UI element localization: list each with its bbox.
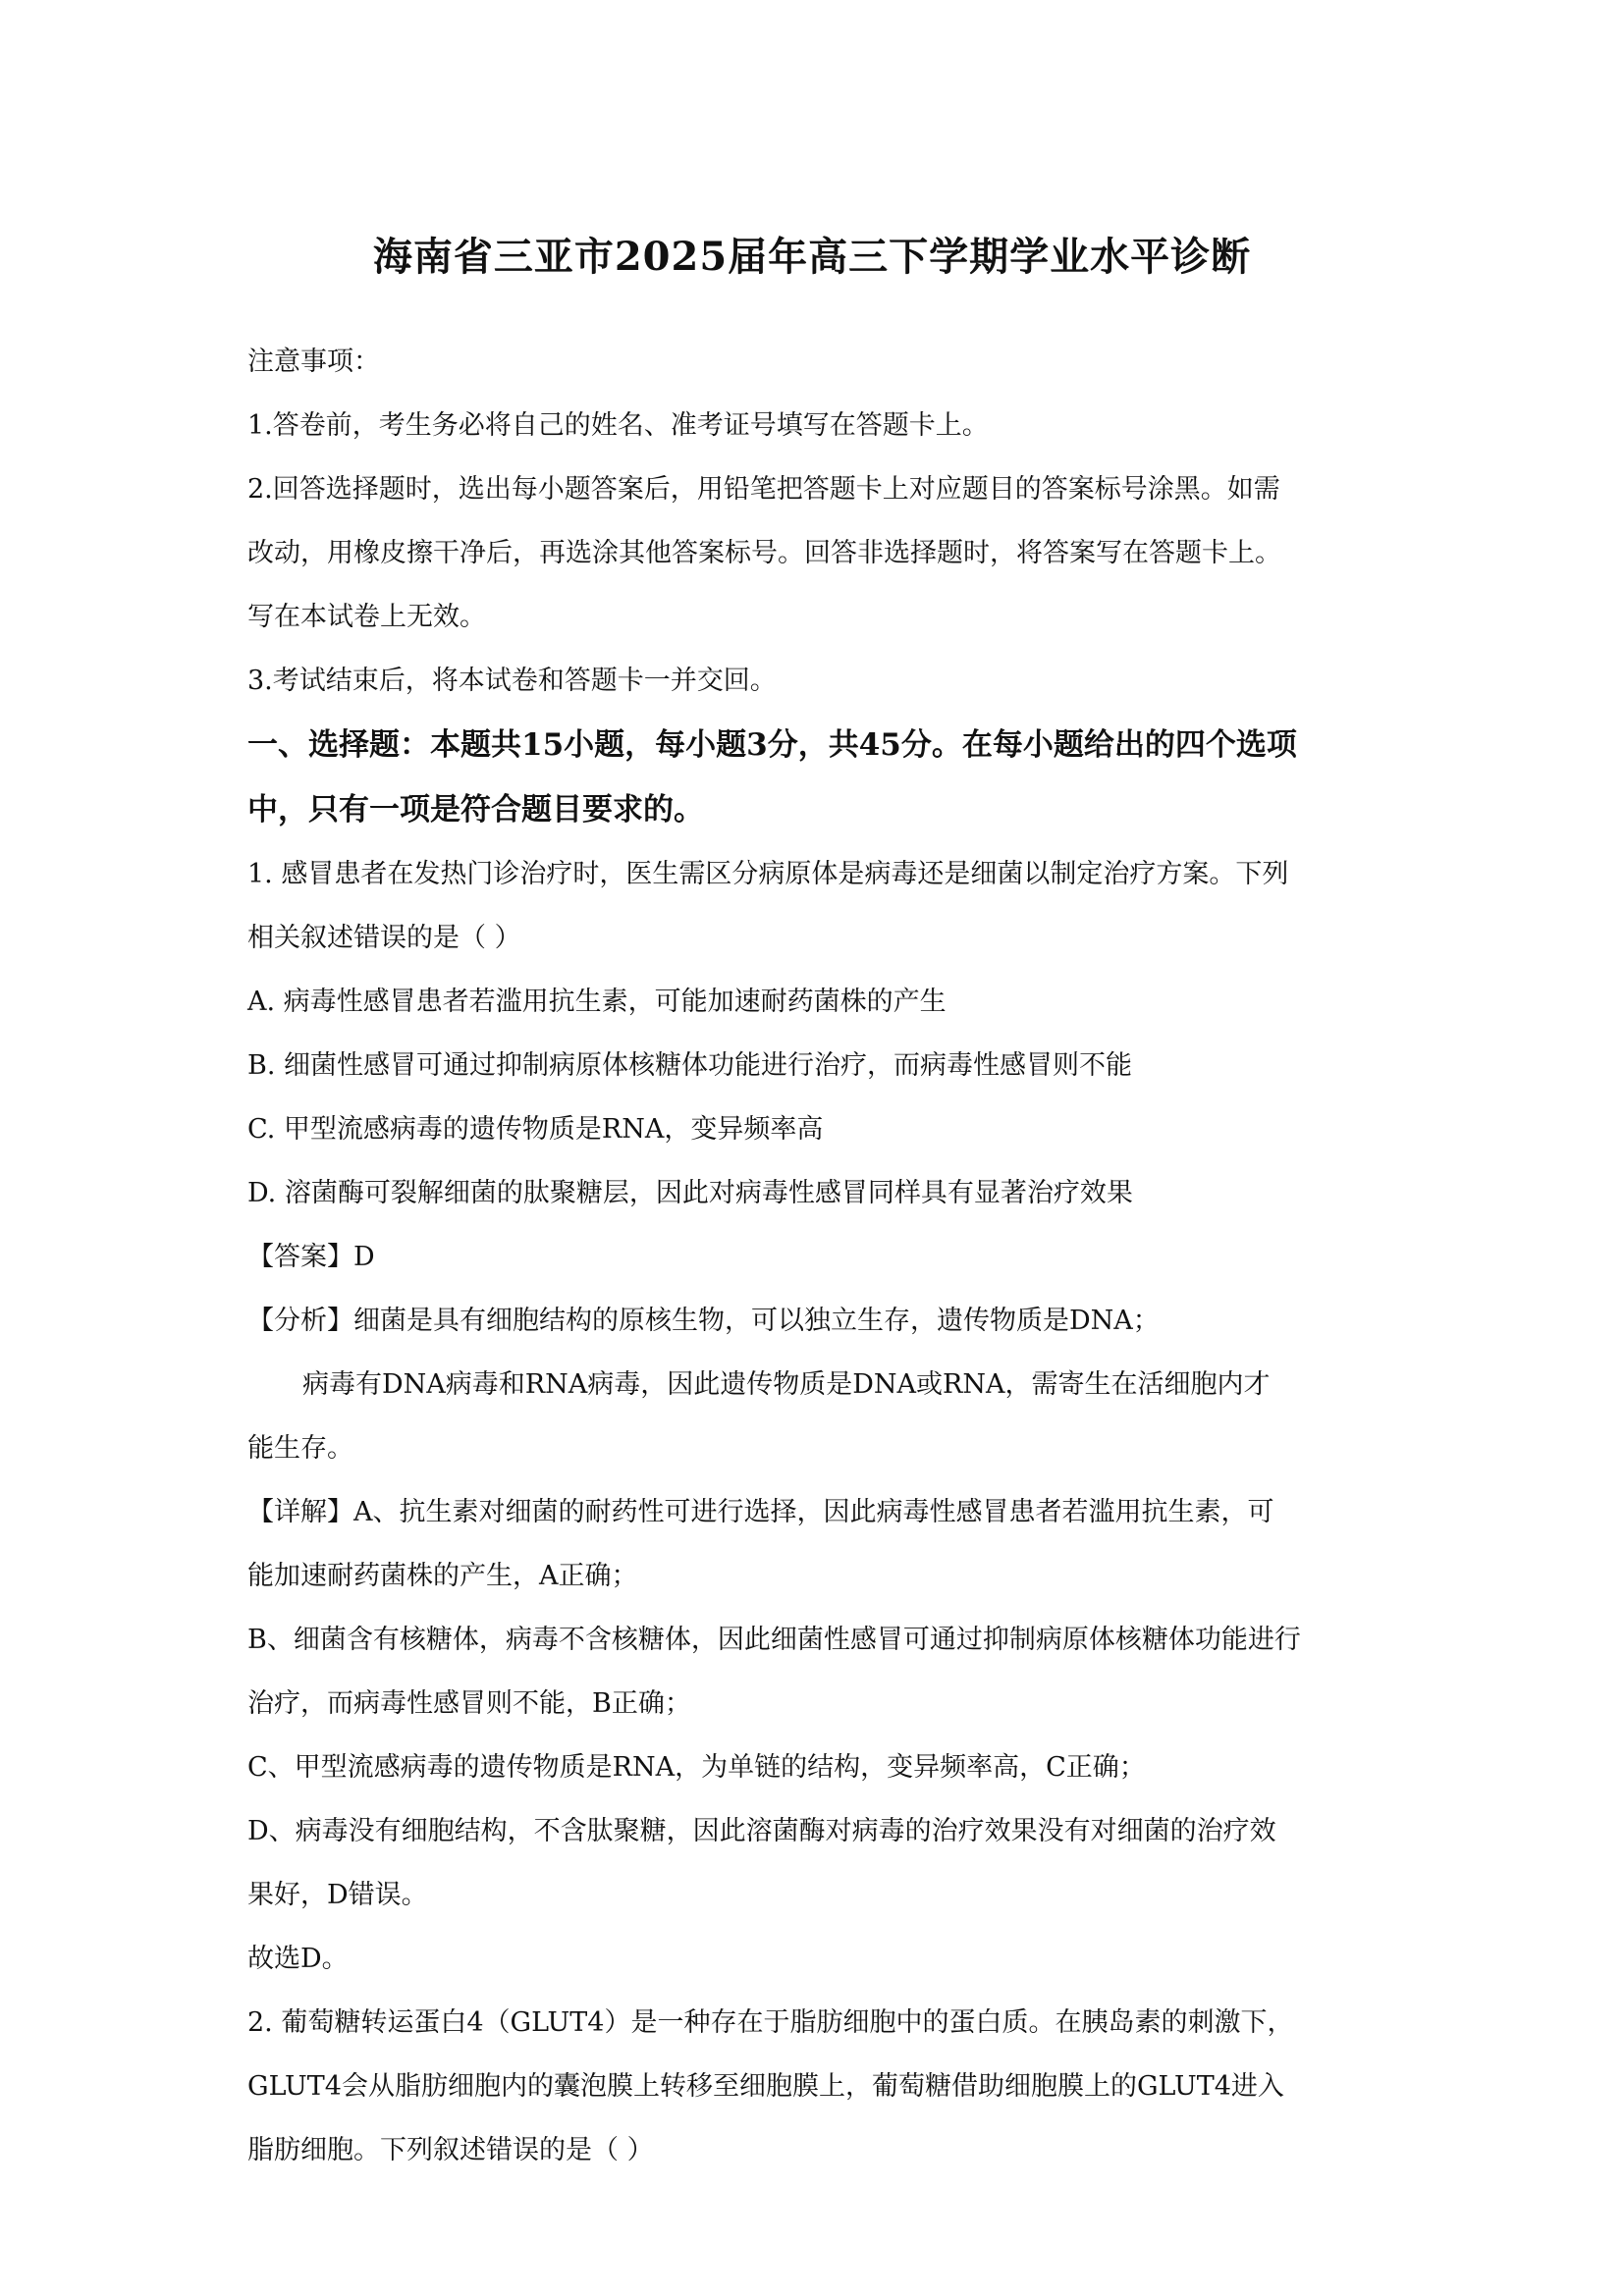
question-1-detail-line-5: C、甲型流感病毒的遗传物质是RNA，为单链的结构，变异频率高，C正确； — [247, 1752, 1146, 1783]
question-1-analysis-line-3: 能生存。 — [247, 1433, 353, 1464]
question-2-stem-line-3: 脂肪细胞。下列叙述错误的是（ ） — [247, 2135, 654, 2165]
section-heading-line-2: 中，只有一项是符合题目要求的。 — [247, 792, 704, 828]
question-1-detail-line-4: 治疗，而病毒性感冒则不能，B正确； — [247, 1688, 691, 1719]
question-1-conclusion: 故选D。 — [247, 1944, 349, 1974]
question-1-option-b: B. 细菌性感冒可通过抑制病原体核糖体功能进行治疗，而病毒性感冒则不能 — [247, 1050, 1133, 1081]
question-1-detail-line-3: B、细菌含有核糖体，病毒不含核糖体，因此细菌性感冒可通过抑制病原体核糖体功能进行 — [247, 1625, 1301, 1655]
question-1-detail-line-2: 能加速耐药菌株的产生，A正确； — [247, 1561, 638, 1591]
question-1-option-a: A. 病毒性感冒患者若滥用抗生素，可能加速耐药菌株的产生 — [247, 987, 947, 1017]
section-heading-line-1: 一、选择题：本题共15小题，每小题3分，共45分。在每小题给出的四个选项 — [247, 727, 1297, 763]
question-1-detail-line-6: D、病毒没有细胞结构，不含肽聚糖，因此溶菌酶对病毒的治疗效果没有对细菌的治疗效 — [247, 1816, 1276, 1846]
notice-item-2-line-2: 改动，用橡皮擦干净后，再选涂其他答案标号。回答非选择题时，将答案写在答题卡上。 — [247, 538, 1281, 568]
question-1 — [247, 842, 1386, 1991]
question-1-option-c: C. 甲型流感病毒的遗传物质是RNA，变异频率高 — [247, 1114, 824, 1145]
notice-item-2-line-1: 2.回答选择题时，选出每小题答案后，用铅笔把答题卡上对应题目的答案标号涂黑。如需 — [247, 474, 1280, 505]
question-1-stem-line-2: 相关叙述错误的是（ ） — [247, 923, 521, 953]
section-heading-choice — [247, 713, 1386, 842]
question-1-detail-line-7: 果好，D错误。 — [247, 1880, 428, 1910]
notice-item-1: 1.答卷前，考生务必将自己的姓名、准考证号填写在答题卡上。 — [247, 410, 989, 441]
question-2-stem-line-2: GLUT4会从脂肪细胞内的囊泡膜上转移至细胞膜上，葡萄糖借助细胞膜上的GLUT4进入 — [247, 2071, 1284, 2102]
notice-heading: 注意事项： — [247, 347, 380, 377]
question-1-answer: 【答案】D — [247, 1242, 375, 1272]
notice-section — [247, 330, 1386, 713]
question-1-stem-line-1: 1. 感冒患者在发热门诊治疗时，医生需区分病原体是病毒还是细菌以制定治疗方案。下列 — [247, 859, 1289, 889]
notice-item-2-line-3: 写在本试卷上无效。 — [247, 602, 486, 632]
question-2-stem-line-1: 2. 葡萄糖转运蛋白4（GLUT4）是一种存在于脂肪细胞中的蛋白质。在胰岛素的刺激下， — [247, 2007, 1294, 2038]
notice-item-3: 3.考试结束后，将本试卷和答题卡一并交回。 — [247, 666, 777, 696]
document-title: 海南省三亚市2025届年高三下学期学业水平诊断 — [372, 234, 1252, 280]
question-1-detail-line-1: 【详解】A、抗生素对细菌的耐药性可进行选择，因此病毒性感冒患者若滥用抗生素，可 — [247, 1497, 1274, 1527]
document-body — [247, 330, 1386, 2182]
question-2 — [247, 1991, 1386, 2182]
question-1-option-d: D. 溶菌酶可裂解细菌的肽聚糖层，因此对病毒性感冒同样具有显著治疗效果 — [247, 1178, 1133, 1208]
question-1-analysis-line-1: 【分析】细菌是具有细胞结构的原核生物，可以独立生存，遗传物质是DNA； — [247, 1306, 1160, 1336]
question-1-analysis-line-2: 病毒有DNA病毒和RNA病毒，因此遗传物质是DNA或RNA，需寄生在活细胞内才 — [302, 1369, 1271, 1400]
